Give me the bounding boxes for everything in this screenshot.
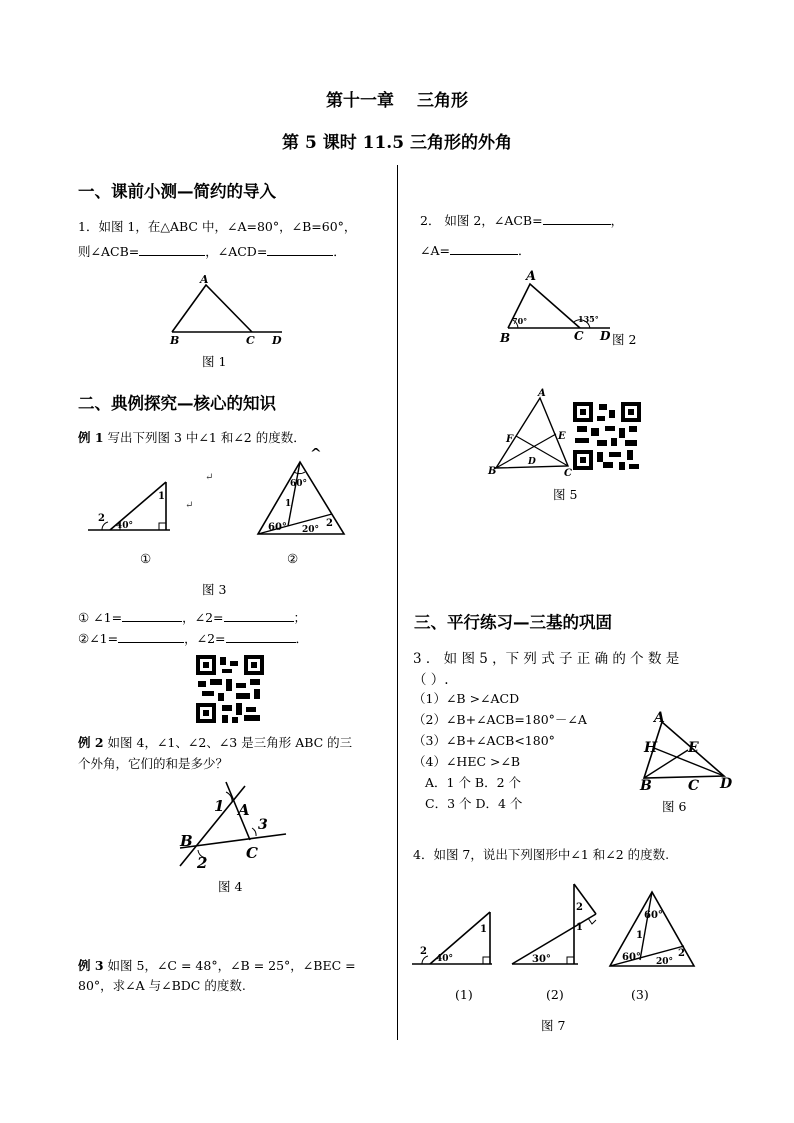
figure-3-part-2 [252,448,352,543]
fig7a-label-2: 2 [420,946,427,957]
fig3a-label-40: 40° [116,521,134,531]
fig5-label-c: C [564,468,572,478]
ex3-label: 例 3 [78,958,104,973]
section-1-heading: 一、课前小测—简约的导入 [78,182,276,201]
fig3-sub2: ② [287,551,299,566]
fig3b-label-60b: 60° [268,522,287,533]
fig7b-label-1: 1 [576,922,583,933]
q3-option-3: （3）∠B+∠ACB<180° [413,733,555,748]
column-divider [397,165,398,1040]
fig2-label-d: D [600,329,611,343]
return-mark: ↵ [205,472,214,483]
fig7c-label-20: 20° [656,957,674,967]
q4-text: 4．如图 7，说出下列图形中∠1 和∠2 的度数. [413,847,670,862]
fig7b-label-2: 2 [576,902,583,913]
fig7-sub2: (2) [546,987,564,1002]
qr-code [573,402,641,470]
ex3-line2: 80°，求∠A 与∠BDC 的度数. [78,978,246,993]
fig4-label-3: 3 [258,817,268,833]
fig3a-label-2: 2 [98,513,105,524]
fig2-label-b: B [500,331,511,345]
fig5-label-f: F [506,434,514,445]
chapter-title: 第十一章 三角形 [326,91,468,111]
figure-6 [632,708,734,794]
q1-acb-label: 则∠ACB= [78,244,140,259]
fig6-label-h: H [644,740,658,756]
ex1-ans2-angle1-blank[interactable] [118,629,184,643]
q3-line2: （ ）. [413,672,449,688]
fig4-label-b: B [180,832,193,850]
section-2-heading: 二、典例探究—核心的知识 [78,394,276,413]
q2-acb-blank[interactable] [543,211,611,225]
fig7-caption: 图 7 [541,1018,566,1033]
q3-option-1: （1）∠B >∠ACD [413,691,520,706]
fig4-label-c: C [246,844,258,862]
fig1-label-b: B [170,334,180,347]
fig2-label-c: C [574,329,584,343]
fig3b-caret: ^ [310,448,322,462]
fig7c-label-60b: 60° [622,952,641,963]
fig3b-label-2: 2 [326,518,333,529]
fig6-label-d: D [720,776,733,792]
fig6-label-c: C [688,778,700,794]
ex2-label: 例 2 [78,735,104,750]
fig4-label-a: A [238,801,250,819]
fig7b-label-30: 30° [532,954,551,965]
fig3b-label-20: 20° [302,525,320,535]
q3-line1: 3 ． 如 图 5 ，下 列 式 子 正 确 的 个 数 是 [413,651,680,667]
fig7c-label-60: 60° [644,910,663,921]
figure-1 [160,270,300,350]
q1-line1: 1．如图 1，在△ABC 中，∠A=80°，∠B=60°， [78,219,357,234]
q1-acd-label: ，∠ACD= [205,244,268,259]
ex2-line1: 例 2 如图 4，∠1、∠2、∠3 是三角形 ABC 的三 [78,735,353,750]
q2-a-blank[interactable] [450,241,518,255]
ex1-ans1-angle1-blank[interactable] [122,608,182,622]
fig7c-label-1: 1 [636,930,643,941]
fig7a-label-40: 40° [436,954,454,964]
fig6-label-e: E [688,740,699,756]
q1-acd-blank[interactable] [267,242,333,256]
fig5-label-d: D [528,457,536,467]
q3-option-4: （4）∠HEC >∠B [413,754,521,769]
ex1-ans2-angle2-blank[interactable] [226,629,296,643]
ex3-line1: 例 3 如图 5，∠C = 48°，∠B = 25°，∠BEC = [78,958,356,973]
fig3b-label-1: 1 [285,499,292,509]
fig1-label-c: C [246,334,255,347]
fig6-caption: 图 6 [662,799,687,814]
return-mark: ↵ [185,500,194,511]
fig3b-label-60: 60° [290,479,308,489]
fig3-caption: 图 3 [202,582,227,597]
figure-5 [486,386,576,478]
ex1-label: 例 1 [78,430,104,445]
fig5-label-e: E [558,431,566,442]
fig3-sub1: ① [140,551,152,566]
fig3a-label-1: 1 [158,491,165,502]
figure-4 [170,778,290,870]
lesson-title: 第 5 课时 11.5 三角形的外角 [282,133,512,153]
fig5-label-a: A [538,388,546,399]
fig2-caption: 图 2 [612,332,637,347]
figure-3-part-1 [88,472,198,542]
fig1-label-d: D [272,334,282,347]
fig2-label-70: 70° [512,316,528,326]
fig6-label-a: A [654,710,665,726]
q1-line2: 则∠ACB= ，∠ACD= ． [78,244,346,259]
q2-line1: 2． 如图 2，∠ACB= ， [420,213,624,228]
fig5-label-b: B [488,466,497,477]
figure-7-part-3 [606,888,698,970]
fig1-caption: 图 1 [202,354,227,369]
q2-line2: ∠A= ． [420,243,531,258]
q3-choices-cd: C．3 个 D．4 个 [425,796,523,811]
fig1-label-a: A [200,273,209,286]
section-3-heading: 三、平行练习—三基的巩固 [414,613,612,632]
fig7c-label-2: 2 [678,948,685,959]
q3-choices-ab: A．1 个 B．2 个 [425,775,522,790]
fig2-label-a: A [526,269,537,284]
figure-7-part-2 [508,880,600,970]
fig7a-label-1: 1 [480,924,487,935]
fig7-sub1: (1) [455,987,473,1002]
ex1-ans1-angle2-blank[interactable] [224,608,294,622]
fig7-sub3: (3) [631,987,649,1002]
fig4-label-1: 1 [214,797,225,815]
ex2-line2: 个外角，它们的和是多少？ [78,756,229,771]
q3-option-2: （2）∠B+∠ACB=180°－∠A [413,712,587,727]
fig5-caption: 图 5 [553,487,578,502]
fig6-label-b: B [640,778,652,794]
fig4-label-2: 2 [197,854,208,870]
ex1-answer-1: ① ∠1= ，∠2= ； [78,610,307,625]
fig4-caption: 图 4 [218,879,243,894]
ex1-line: 例 1 写出下列图 3 中∠1 和∠2 的度数． [78,430,306,445]
fig2-label-135: 135° [578,314,599,324]
q1-acb-blank[interactable] [139,242,205,256]
figure-7-part-1 [410,906,496,970]
ex1-answer-2: ②∠1= ，∠2= ． [78,631,309,646]
qr-code [196,655,264,723]
